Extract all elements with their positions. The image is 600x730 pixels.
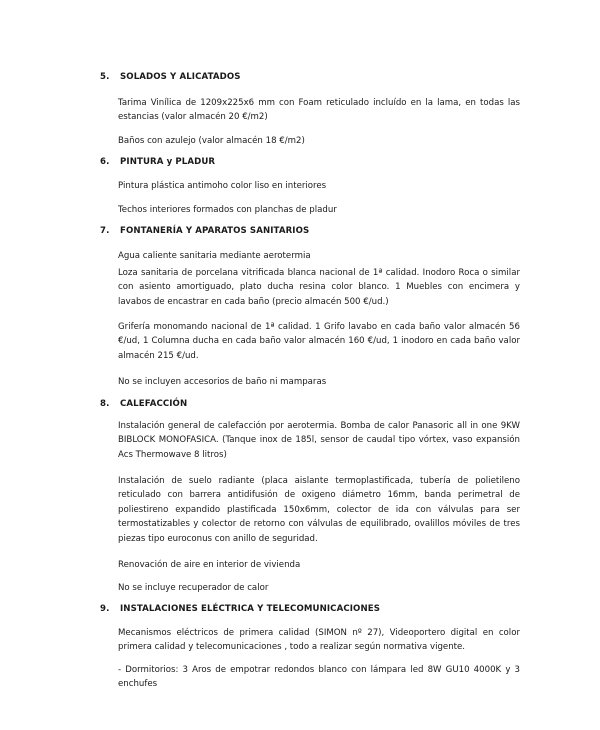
section-number: 8. <box>100 399 110 409</box>
section-heading-7 <box>100 226 309 236</box>
section-heading-6 <box>100 157 215 167</box>
section-title: CALEFACCIÓN <box>120 399 188 409</box>
paragraph: Techos interiores formados con planchas de pladur <box>118 205 337 215</box>
paragraph: Renovación de aire en interior de vivienda <box>118 560 301 570</box>
paragraph: Grifería monomando nacional de 1ª calidad. 1 Grifo lavabo en cada baño valor almacén 56 €/ud, 1 Columna ducha en cada baño valor almacén 160 €/ud, 1 inodoro en cada baño valor almacén 215 €/ud. <box>118 322 520 361</box>
section-title: INSTALACIONES ELÉCTRICA Y TELECOMUNICACIONES <box>120 604 381 614</box>
section-title: FONTANERÍA Y APARATOS SANITARIOS <box>120 226 310 236</box>
paragraph: Tarima Vinílica de 1209x225x6 mm con Foam reticulado incluído en la lama, en todas las estancias (valor almacén 20 €/m2) <box>118 98 520 123</box>
paragraph: No se incluyen accesorios de baño ni mamparas <box>118 377 327 387</box>
section-number: 9. <box>100 604 110 614</box>
section-number: 6. <box>100 157 110 167</box>
section-number: 5. <box>100 72 110 82</box>
paragraph: Loza sanitaria de porcelana vitrificada blanca nacional de 1ª calidad. Inodoro Roca o similar con asiento amortiguado, plato ducha resina color blanco. 1 Muebles con encimera y lavabos de encastrar en cada baño (precio almacén 500 €/ud.) <box>118 268 520 307</box>
section-heading-5 <box>100 72 241 82</box>
paragraph: Agua caliente sanitaria mediante aerotermia <box>118 251 311 261</box>
paragraph: No se incluye recuperador de calor <box>118 583 269 593</box>
paragraph: Baños con azulejo (valor almacén 18 €/m2) <box>118 136 305 146</box>
section-number: 7. <box>100 226 110 236</box>
paragraph: Instalación general de calefacción por aerotermia. Bomba de calor Panasoric all in one 9KW BIBLOCK MONOFASICA. (Tanque inox de 185l, sensor de caudal tipo vórtex, vaso expansión Acs Thermowave 8 litros) <box>118 421 520 460</box>
section-heading-8 <box>100 399 187 409</box>
paragraph: - Dormitorios: 3 Aros de empotrar redondos blanco con lámpara led 8W GU10 4000K y 3 enchufes <box>118 665 520 690</box>
paragraph: Instalación de suelo radiante (placa aislante termoplastificada, tubería de polietileno reticulado con barrera antidifusión de oxigeno diámetro 16mm, banda perimetral de poliestireno expandido plastificada 150x6mm, colector de ida con válvulas para ser termostatizables y colector de retorno con válvulas de equilibrado, ovalillos móviles de tres piezas tipo euroconus con anillo de seguridad. <box>118 476 520 544</box>
section-heading-9 <box>100 604 380 614</box>
paragraph: Mecanismos eléctricos de primera calidad (SIMON nº 27), Videoportero digital en color primera calidad y telecomunicaciones , todo a realizar según normativa vigente. <box>118 628 520 653</box>
section-title: SOLADOS Y ALICATADOS <box>120 72 241 82</box>
paragraph: Pintura plástica antimoho color liso en interiores <box>118 181 327 191</box>
section-title: PINTURA y PLADUR <box>120 157 216 167</box>
